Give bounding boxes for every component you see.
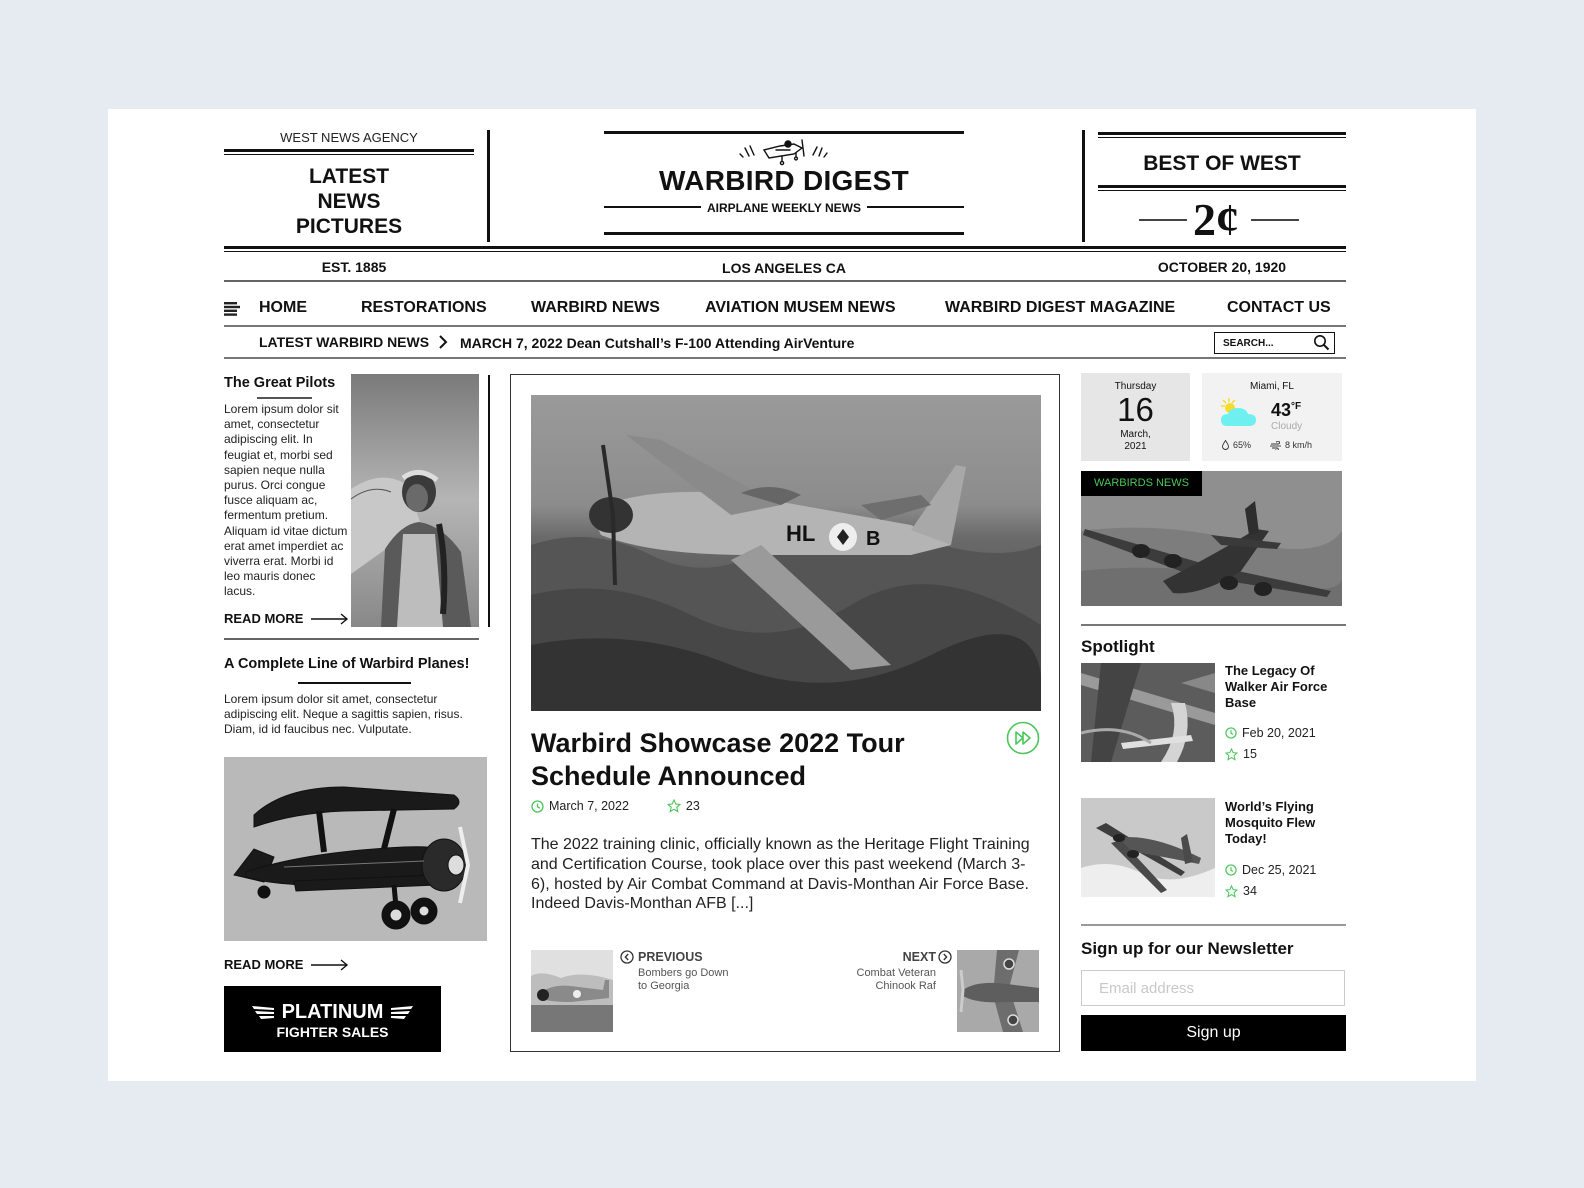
nav-home[interactable]: HOME [259, 299, 307, 316]
wing-right-icon [391, 1006, 413, 1020]
month: March, [1120, 429, 1151, 440]
star-icon[interactable] [1225, 748, 1238, 761]
signup-button[interactable]: Sign up [1081, 1015, 1346, 1051]
price-dash-left [1139, 219, 1187, 221]
date-widget [1081, 373, 1190, 461]
clock-icon [531, 800, 544, 813]
biplane-illustration[interactable] [224, 757, 487, 941]
weather-city: Miami, FL [1250, 381, 1294, 392]
spotlight-stars-value: 15 [1243, 747, 1257, 761]
next-article-thumbnail[interactable] [957, 950, 1039, 1032]
warbirds-news-badge[interactable]: WARBIRDS NEWS [1081, 471, 1202, 496]
ticker-headline[interactable]: MARCH 7, 2022 Dean Cutshall’s F-100 Attending AirVenture [460, 335, 855, 351]
star-icon[interactable] [667, 799, 681, 813]
weather-condition: Cloudy [1271, 421, 1303, 432]
divider [224, 149, 474, 155]
spotlight-thumbnail-2[interactable] [1081, 798, 1215, 897]
wing-left-icon [252, 1006, 274, 1020]
previous-title-line: to Georgia [638, 979, 690, 992]
temperature-value: 43 [1271, 400, 1292, 420]
weather-widget [1202, 373, 1342, 461]
nav-restorations[interactable]: RESTORATIONS [361, 299, 487, 316]
spotlight-title-2[interactable]: World’s Flying Mosquito Flew Today! [1225, 799, 1316, 846]
wind-icon [1270, 441, 1282, 450]
spotlight-heading: Spotlight [1081, 637, 1155, 656]
title-underline [298, 682, 411, 684]
wind [1270, 440, 1312, 450]
svg-text:HL: HL [786, 521, 816, 546]
arrow-right-icon [311, 613, 349, 625]
bottom-rule [604, 232, 964, 235]
platinum-fighter-sales-ad[interactable] [224, 986, 441, 1052]
chevron-right-icon [438, 335, 448, 349]
section-rule [1081, 624, 1346, 626]
nav-warbird-news[interactable]: WARBIRD NEWS [531, 299, 660, 316]
vertical-divider [487, 130, 490, 242]
location: LOS ANGELES CA [722, 260, 846, 276]
spotlight-date-2 [1225, 863, 1316, 877]
established: EST. 1885 [321, 259, 387, 275]
search-input[interactable] [1223, 334, 1313, 353]
site-title[interactable]: WARBIRD DIGEST [659, 165, 909, 196]
planes-title[interactable]: A Complete Line of Warbird Planes! [224, 656, 470, 672]
clock-icon [1225, 864, 1237, 876]
spotlight-date-value: Feb 20, 2021 [1242, 726, 1316, 740]
nav-warbird-digest-magazine[interactable]: WARBIRD DIGEST MAGAZINE [945, 299, 1176, 316]
spotlight-stars-value: 34 [1243, 884, 1257, 898]
planes-body: Lorem ipsum dolor sit amet, consectetur adipiscing elit. Neque a sagittis sapien, risus. Diam, id id faucibus nec. Vulputate. [224, 692, 463, 737]
day-number: 16 [1117, 391, 1154, 428]
ticker-rule [224, 357, 1346, 359]
site-subtitle: AIRPLANE WEEKLY NEWS [701, 201, 867, 215]
section-rule [1081, 924, 1346, 926]
spotlight-title-1[interactable]: The Legacy Of Walker Air Force Base [1225, 663, 1328, 710]
nav-rule [224, 325, 1346, 327]
pilot-photo[interactable] [351, 374, 479, 627]
star-icon[interactable] [1225, 885, 1238, 898]
news-line: NEWS [317, 190, 381, 213]
humidity [1222, 440, 1251, 450]
nav-contact-us[interactable]: CONTACT US [1227, 299, 1331, 316]
spotlight-thumbnail-1[interactable] [1081, 663, 1215, 762]
year: 2021 [1124, 440, 1147, 452]
spotlight-date-value: Dec 25, 2021 [1242, 863, 1317, 877]
chevron-left-circle-icon [620, 950, 634, 964]
newspaper-page [108, 109, 1476, 1081]
section-rule [224, 638, 479, 640]
price: 2¢ [1193, 194, 1239, 245]
featured-headline[interactable]: Warbird Showcase 2022 Tour Schedule Announced [531, 728, 905, 791]
next-title-line: Chinook Raf [875, 979, 936, 992]
svg-text:B: B [866, 528, 881, 550]
previous-title [638, 967, 729, 992]
subtitle-wrap [604, 199, 964, 217]
previous-title-line: Bombers go Down [638, 967, 729, 979]
wind-value: 8 km/h [1285, 440, 1313, 450]
divider [1098, 185, 1346, 191]
planes-read-more-link[interactable] [224, 957, 349, 972]
warbirds-news-feature[interactable] [1081, 471, 1342, 606]
nav-aviation-museum-news[interactable]: AVIATION MUSEM NEWS [705, 299, 896, 316]
spotlight-stars-2 [1225, 884, 1257, 898]
email-input[interactable] [1082, 971, 1344, 1005]
search-box[interactable] [1214, 332, 1335, 354]
tagline: BEST OF WEST [1143, 152, 1301, 175]
featured-meta [531, 799, 700, 813]
pilots-title[interactable]: The Great Pilots [224, 375, 336, 391]
humidity-value: 65% [1233, 440, 1252, 450]
column-divider [488, 375, 490, 627]
divider [1098, 132, 1346, 138]
spotlight-stars-1 [1225, 747, 1257, 761]
latest-news-pictures [224, 164, 474, 239]
weekday: Thursday [1114, 381, 1157, 392]
featured-date: March 7, 2022 [549, 799, 629, 813]
title-underline [257, 397, 312, 399]
previous-article-link[interactable] [620, 950, 729, 992]
featured-stars: 23 [685, 799, 700, 813]
hamburger-icon[interactable] [224, 302, 240, 316]
airplane-logo-icon [736, 136, 832, 166]
fast-forward-icon[interactable] [1006, 721, 1040, 755]
issue-date: OCTOBER 20, 1920 [1157, 259, 1287, 275]
price-dash-right [1251, 219, 1299, 221]
next-label: NEXT [902, 950, 936, 964]
email-field-wrap[interactable] [1081, 970, 1345, 1006]
pilots-read-more-link[interactable] [224, 611, 349, 626]
featured-body: The 2022 training clinic, officially known as the Heritage Flight Training and Certification Course, took place over this past weekend (March 3-6), hosted by Air Combat Command at Davis-Monthan Air Force Base. Indeed Davis-Monthan AFB [...] [531, 836, 1030, 913]
pictures-line: PICTURES [295, 215, 403, 238]
clock-icon [1225, 727, 1237, 739]
masthead-divider [224, 246, 1346, 252]
previous-label: PREVIOUS [638, 950, 703, 964]
temperature [1271, 400, 1301, 421]
vertical-divider [1082, 130, 1085, 242]
chevron-right-circle-icon [938, 950, 952, 964]
droplet-icon [1222, 440, 1229, 450]
meta-rule [224, 280, 1346, 282]
next-article-link[interactable] [828, 950, 952, 992]
spotlight-date-1 [1225, 726, 1316, 740]
ticker-label: LATEST WARBIRD NEWS [259, 334, 430, 350]
previous-article-thumbnail[interactable] [531, 950, 613, 1032]
next-title [828, 967, 936, 992]
read-more-label: READ MORE [224, 957, 304, 972]
pilots-body: Lorem ipsum dolor sit amet, consectetur adipiscing elit. In feugiat et, morbi sed sapien neque nulla purus. Orci congue fusce aliquam ac, fermentum pretium. Aliquam id vitae dictum erat amet imperdiet ac viverra erat. Morbi id leo mauris donec lacus. [224, 402, 348, 599]
latest-line: LATEST [308, 165, 390, 188]
next-title-line: Combat Veteran [856, 967, 936, 979]
newsletter-heading: Sign up for our Newsletter [1081, 939, 1294, 958]
ad-line1: PLATINUM [281, 1001, 384, 1023]
featured-article-photo[interactable] [531, 395, 1041, 711]
arrow-right-icon [311, 959, 349, 971]
read-more-label: READ MORE [224, 611, 304, 626]
temperature-unit: °F [1291, 401, 1302, 412]
top-rule [604, 131, 964, 134]
partly-cloudy-icon [1219, 396, 1257, 430]
agency-name: WEST NEWS AGENCY [280, 130, 418, 145]
ad-line2: FIGHTER SALES [276, 1024, 389, 1040]
search-icon[interactable] [1313, 334, 1330, 356]
